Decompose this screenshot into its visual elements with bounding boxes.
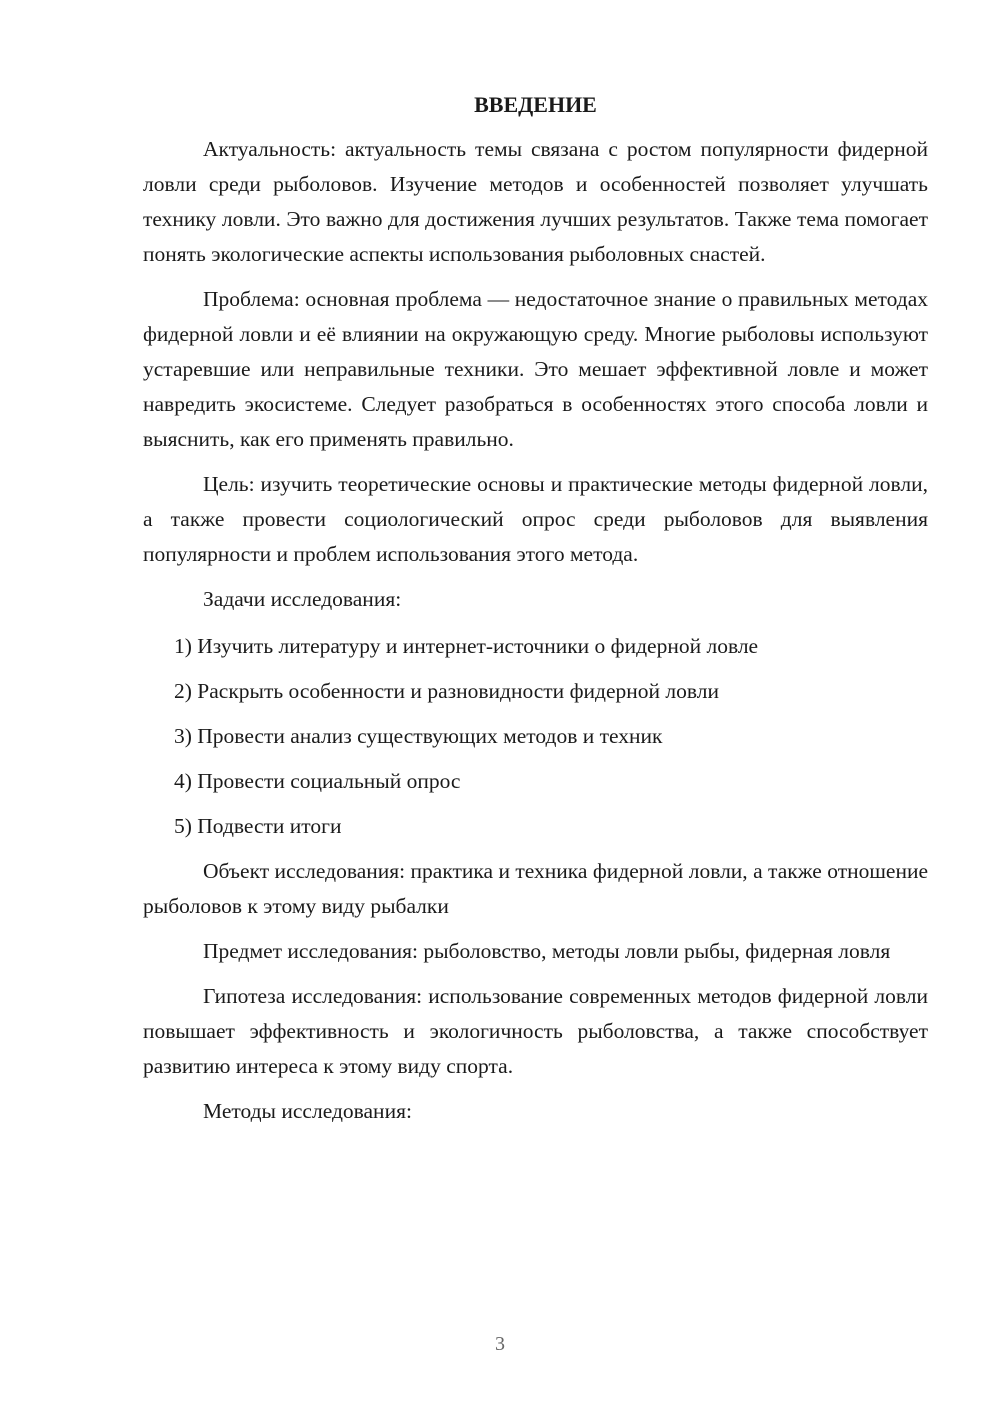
task-item: 5) Подвести итоги [174,814,342,838]
hypothesis-paragraph: Гипотеза исследования: использование современных методов фидерной ловли повышает эффективность и экологичность рыболовства, а также способствует развитию интереса к этому виду спорта. [143,984,928,1078]
section-title: ВВЕДЕНИЕ [474,92,597,117]
goal-paragraph: Цель: изучить теоретические основы и практические методы фидерной ловли, а также провести социологический опрос среди рыболовов для выявления популярности и проблем использования этого метода. [143,472,928,566]
task-item: 2) Раскрыть особенности и разновидности фидерной ловли [174,679,719,703]
methods-heading: Методы исследования: [203,1099,412,1123]
tasks-heading: Задачи исследования: [203,587,402,611]
task-item: 1) Изучить литературу и интернет-источники о фидерной ловле [174,634,759,658]
tasks-list [143,629,928,844]
page-number: 3 [495,1333,505,1355]
relevance-paragraph: Актуальность: актуальность темы связана с ростом популярности фидерной ловли среди рыболовов. Изучение методов и особенностей позволяет улучшать технику ловли. Это важно для достижения лучших результатов. Также тема помогает понять экологические аспекты использования рыболовных снастей. [143,137,928,266]
document-page [143,92,928,1141]
task-item: 3) Провести анализ существующих методов и техник [174,724,663,748]
task-item: 4) Провести социальный опрос [174,769,461,793]
subject-paragraph: Предмет исследования: рыболовство, методы ловли рыбы, фидерная ловля [203,939,891,963]
problem-paragraph: Проблема: основная проблема — недостаточное знание о правильных методах фидерной ловли и её влиянии на окружающую среду. Многие рыболовы используют устаревшие или неправильные техники. Это мешает эффективной ловле и может навредить экосистеме. Следует разобраться в особенностях этого способа ловли и выяснить, как его применять правильно. [143,287,928,451]
object-paragraph: Объект исследования: практика и техника фидерной ловли, а также отношение рыболовов к этому виду рыбалки [143,859,928,918]
